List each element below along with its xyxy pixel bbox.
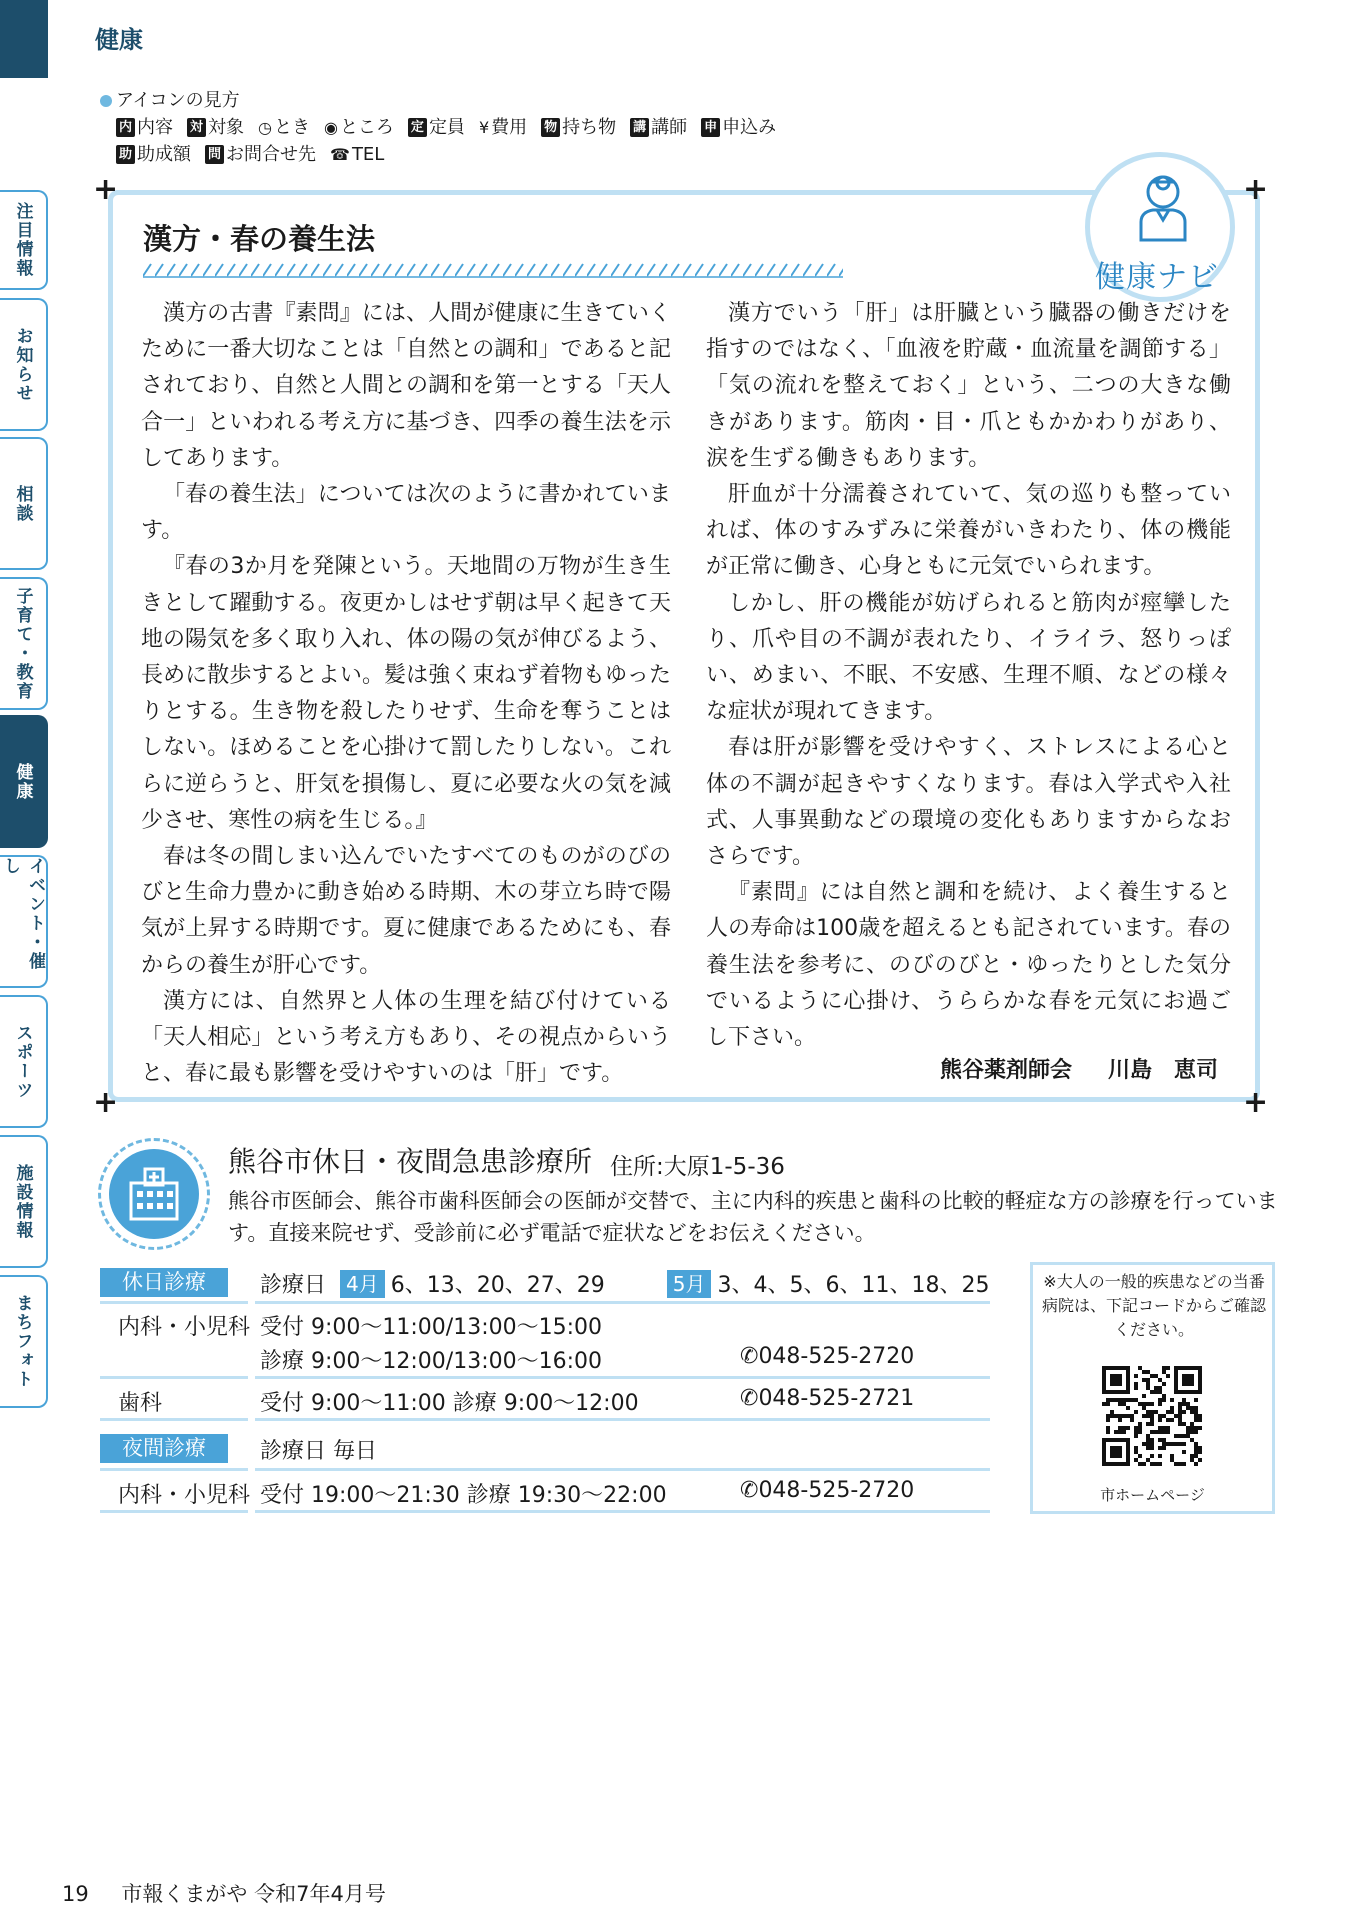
corner-mark: + xyxy=(1243,172,1269,207)
pharmacist-icon xyxy=(1100,170,1225,246)
legend-label: TEL xyxy=(351,144,385,165)
internal-consult: 診療 9:00～12:00/13:00～16:00 xyxy=(260,1349,603,1374)
legend-item xyxy=(324,114,394,141)
legend-label: 申込み xyxy=(722,117,777,138)
may-badge: 5月 xyxy=(667,1270,712,1298)
icon-legend xyxy=(100,87,776,168)
article-paragraph: 『春の3か月を発陳という。天地間の万物が生き生きとして躍動する。夜更かしはせず朝は早く起きて天地の陽気を多く取り入れ、体の陽の気が伸びるよう、長めに散歩するとよい。髪は強く束ねず着物もゆったりとする。生き物を殺したりせず、生命を奪うことはしない。ほめることを心掛けて罰したりしない。これらに逆らうと、肝気を損傷し、夏に必要な火の気を減少させ、寒性の病を生じる。』 xyxy=(141,554,671,833)
phone-icon: ☎ xyxy=(330,145,350,164)
legend-item xyxy=(330,141,384,168)
legend-label: 対象 xyxy=(208,117,244,138)
article-paragraph: 「春の養生法」については次のように書かれています。 xyxy=(141,482,671,544)
signature-org: 熊谷薬剤師会 xyxy=(940,1058,1073,1083)
side-tab-label: イベント・催し xyxy=(0,857,45,971)
legend-label: 講師 xyxy=(651,117,688,138)
page-footer xyxy=(62,1878,386,1908)
side-tab[interactable] xyxy=(0,1135,48,1268)
side-tab[interactable] xyxy=(0,190,48,290)
legend-label: 費用 xyxy=(491,117,528,138)
side-tab-label: 子育て・教育 xyxy=(12,586,33,701)
article-left-column xyxy=(141,296,671,1092)
legend-item xyxy=(205,141,316,168)
night-badge: 夜間診療 xyxy=(100,1434,228,1463)
side-tab[interactable] xyxy=(0,995,48,1128)
title-underline-decoration xyxy=(143,262,863,278)
corner-mark: + xyxy=(1243,1085,1269,1120)
side-tab[interactable] xyxy=(0,298,48,431)
april-days: 6、13、20、27、29 xyxy=(390,1273,605,1298)
side-tab-label: 注目情報 xyxy=(12,202,33,278)
nav-badge-label: 健康ナビ xyxy=(1095,260,1219,295)
side-tab-label: お知らせ xyxy=(12,326,33,403)
legend-label: 定員 xyxy=(428,117,465,138)
legend-label: ところ xyxy=(339,117,394,138)
side-tab[interactable] xyxy=(0,437,48,570)
bullet-icon xyxy=(100,95,112,107)
article-paragraph: 漢方には、自然界と人体の生理を結び付けている「天人相応」という考え方もあり、その視点からいうと、春に最も影響を受けやすいのは「肝」です。 xyxy=(141,988,671,1087)
legend-mark-icon: 定 xyxy=(408,118,427,137)
article-paragraph: 漢方でいう「肝」は肝臓という臓器の働きだけを指すのではなく、「血液を貯蔵・血流量を調節する」「気の流れを整えておく」という、二つの大きな働きがあります。筋肉・目・爪ともかかわりがあり、涙を生ずる働きもあります。 xyxy=(706,301,1231,471)
qr-note: ※大人の一般的疾患などの当番病院は、下記コードからご確認ください。 xyxy=(1041,1272,1266,1339)
corner-mark: + xyxy=(93,1085,119,1120)
legend-mark-icon: 問 xyxy=(205,145,224,164)
internal-label: 内科・小児科 xyxy=(118,1315,251,1340)
legend-row xyxy=(100,114,776,141)
phone-icon: ✆ xyxy=(740,1478,759,1503)
article-title: 漢方・春の養生法 xyxy=(143,222,376,256)
legend-mark-icon: 対 xyxy=(187,118,206,137)
night-days: 診療日 毎日 xyxy=(260,1439,377,1464)
legend-item xyxy=(701,114,776,141)
phone-icon: ✆ xyxy=(740,1386,759,1411)
side-tab[interactable] xyxy=(0,855,48,988)
side-tab[interactable] xyxy=(0,1275,48,1408)
qr-code[interactable] xyxy=(1102,1366,1202,1466)
page-number: 19 xyxy=(62,1882,89,1906)
legend-label: 助成額 xyxy=(137,144,191,165)
clock-icon: ◷ xyxy=(258,118,272,137)
legend-mark-icon: 物 xyxy=(541,118,560,137)
legend-label: とき xyxy=(273,117,310,138)
legend-item xyxy=(408,114,465,141)
legend-row xyxy=(100,141,776,168)
clinic-address: 住所:大原1-5-36 xyxy=(610,1154,785,1180)
legend-item xyxy=(116,141,191,168)
article-paragraph: しかし、肝の機能が妨げられると筋肉が痙攣したり、爪や目の不調が表れたり、イライラ、怒りっぽい、めまい、不眠、不安感、生理不順、などの様々な症状が現れてきます。 xyxy=(706,590,1231,725)
side-tab-label: スポーツ xyxy=(12,1023,33,1100)
section-label: 健康 xyxy=(95,26,143,54)
night-phone: 048-525-2720 xyxy=(758,1478,915,1503)
article-paragraph: 『素問』には自然と調和を続け、よく養生すると人の寿命は100歳を超えるとも記されています。春の養生法を参考に、のびのびと・ゆったりとした気分でいるように心掛け、うららかな春を元気にお過ごし下さい。 xyxy=(706,880,1231,1051)
article-right-column xyxy=(706,296,1231,1056)
article-paragraph: 春は肝が影響を受けやすく、ストレスによる心と体の不調が起きやすくなります。春は入学式や入社式、人事異動などの環境の変化もありますからなおさらです。 xyxy=(706,735,1231,870)
legend-item xyxy=(116,114,173,141)
legend-label: 持ち物 xyxy=(562,117,617,138)
legend-title: アイコンの見方 xyxy=(100,87,776,114)
legend-label: 内容 xyxy=(137,117,173,138)
publication-name: 市報くまがや 令和7年4月号 xyxy=(121,1882,386,1906)
side-tab-label: 相談 xyxy=(12,484,33,523)
legend-item xyxy=(258,114,310,141)
side-tab[interactable] xyxy=(0,715,48,848)
side-tab-label: 健康 xyxy=(12,762,33,801)
pin-icon: ◉ xyxy=(323,118,338,137)
internal-reception: 受付 9:00～11:00/13:00～15:00 xyxy=(260,1315,603,1340)
legend-item xyxy=(630,114,687,141)
phone-icon: ✆ xyxy=(740,1344,759,1369)
qr-caption: 市ホームページ xyxy=(1100,1486,1205,1504)
side-tab[interactable] xyxy=(0,577,48,710)
legend-mark-icon: 申 xyxy=(701,118,720,137)
corner-mark: + xyxy=(93,172,119,207)
signature-name: 川島 恵司 xyxy=(1108,1058,1219,1083)
legend-mark-icon: 講 xyxy=(630,118,649,137)
holiday-days-label: 診療日 xyxy=(260,1273,327,1298)
dental-label: 歯科 xyxy=(118,1391,163,1416)
article-paragraph: 春は冬の間しまい込んでいたすべてのものがのびのびと生命力豊かに動き始める時期、木の芽立ち時で陽気が上昇する時期です。夏に健康であるためにも、春からの養生が肝心です。 xyxy=(141,844,671,978)
header-corner-block xyxy=(0,0,48,78)
legend-label: お問合せ先 xyxy=(226,144,316,165)
article-paragraph: 漢方の古書『素問』には、人間が健康に生きていくために一番大切なことは「自然との調和」であると記されており、自然と人間との調和を第一とする「天人合一」といわれる考え方に基づき、四季の養生法を示してあります。 xyxy=(141,301,671,471)
april-badge: 4月 xyxy=(340,1270,385,1298)
clinic-title: 熊谷市休日・夜間急患診療所 xyxy=(228,1145,593,1178)
internal-phone: 048-525-2720 xyxy=(758,1344,915,1369)
dental-hours: 受付 9:00～11:00 診療 9:00～12:00 xyxy=(260,1391,639,1416)
legend-mark-icon: 内 xyxy=(116,118,135,137)
side-tab-label: まちフォト xyxy=(12,1294,33,1389)
may-days: 3、4、5、6、11、18、25 xyxy=(717,1273,990,1298)
hospital-icon xyxy=(98,1138,210,1250)
dental-phone: 048-525-2721 xyxy=(758,1386,915,1411)
yen-icon: ¥ xyxy=(478,118,490,137)
article-signature xyxy=(940,1053,1218,1084)
night-hours: 受付 19:00～21:30 診療 19:30～22:00 xyxy=(260,1483,667,1508)
clinic-description: 熊谷市医師会、熊谷市歯科医師会の医師が交替で、主に内科的疾患と歯科の比較的軽症な方の診療を行っています。直接来院せず、受診前に必ず電話で症状などをお伝えください。 xyxy=(228,1189,1278,1245)
legend-item xyxy=(187,114,244,141)
legend-item xyxy=(479,114,527,141)
legend-mark-icon: 助 xyxy=(116,145,135,164)
article-paragraph: 肝血が十分濡養されていて、気の巡りも整っていれば、体のすみずみに栄養がいきわたり、体の機能が正常に働き、心身ともに元気でいられます。 xyxy=(706,482,1231,580)
legend-item xyxy=(541,114,616,141)
side-tab-label: 施設情報 xyxy=(12,1163,33,1240)
night-internal-label: 内科・小児科 xyxy=(118,1483,251,1508)
holiday-badge: 休日診療 xyxy=(100,1268,228,1297)
